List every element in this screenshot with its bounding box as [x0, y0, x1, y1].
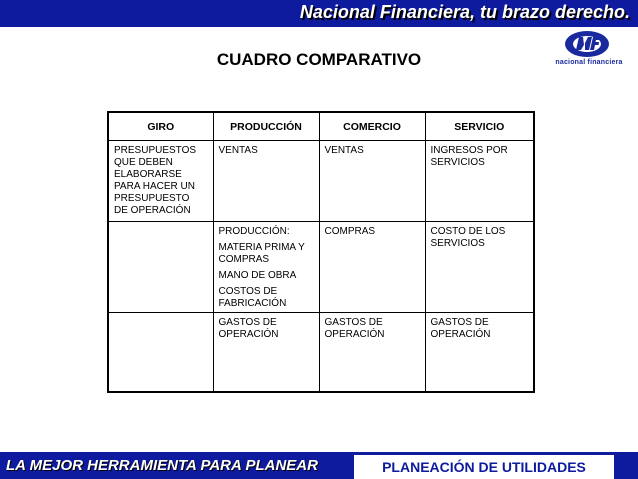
cell-line: ELABORARSE — [114, 169, 182, 180]
table-cell-comercio — [319, 222, 425, 313]
footer-bar — [0, 452, 638, 479]
table-cell-servicio — [425, 222, 534, 313]
column-header-servicio: SERVICIO — [425, 112, 534, 141]
table-cell-giro — [108, 141, 213, 222]
cell-line: OPERACIÓN — [218, 329, 279, 340]
cell-line: COMPRAS — [218, 254, 270, 265]
footer-section-title: PLANEACIÓN DE UTILIDADES — [354, 455, 614, 479]
column-header-produccion: PRODUCCIÓN — [213, 112, 319, 141]
cell-line: COSTO DE LOS — [430, 226, 506, 237]
table-cell-produccion — [213, 222, 319, 313]
cell-line: SERVICIOS — [430, 238, 485, 249]
table-cell-servicio — [425, 141, 534, 222]
cell-line: VENTAS — [218, 145, 258, 156]
table-cell-produccion — [213, 141, 319, 222]
cell-line: COSTOS DE — [218, 286, 278, 297]
table-cell-comercio — [319, 141, 425, 222]
cell-line: PRESUPUESTOS — [114, 145, 197, 156]
comparison-table — [107, 111, 535, 393]
footer-slogan: LA MEJOR HERRAMIENTA PARA PLANEAR — [6, 457, 318, 474]
cell-line: FABRICACIÓN — [218, 298, 287, 309]
table-row — [108, 222, 534, 313]
cell-line: QUE DEBEN — [114, 157, 173, 168]
table-row — [108, 141, 534, 222]
cell-line: MANO DE OBRA — [218, 270, 297, 281]
cell-line: GASTOS DE — [324, 317, 383, 328]
header-banner: Nacional Financiera, tu brazo derecho. — [299, 2, 630, 22]
cell-line: PARA HACER UN — [114, 181, 195, 192]
cell-line: COMPRAS — [324, 226, 376, 237]
cell-line: INGRESOS POR — [430, 145, 508, 156]
cell-line: DE OPERACIÓN — [114, 205, 191, 216]
table-cell-giro — [108, 313, 213, 393]
cell-line: PRODUCCIÓN: — [218, 226, 290, 237]
cell-line: GASTOS DE — [430, 317, 489, 328]
logo-wordmark: nacional financiera — [555, 59, 623, 66]
cell-line: OPERACIÓN — [324, 329, 385, 340]
cell-line: OPERACIÓN — [430, 329, 491, 340]
cell-line: SERVICIOS — [430, 157, 485, 168]
table-row — [108, 313, 534, 393]
table-cell-servicio — [425, 313, 534, 393]
cell-line: PRESUPUESTO — [114, 193, 190, 204]
table-header-row — [108, 112, 534, 141]
column-header-giro: GIRO — [108, 112, 213, 141]
cell-line: MATERIA PRIMA Y — [218, 242, 305, 253]
column-header-comercio: COMERCIO — [319, 112, 425, 141]
table-cell-comercio — [319, 313, 425, 393]
page-title: CUADRO COMPARATIVO — [216, 50, 422, 69]
table-cell-giro — [108, 222, 213, 313]
table-cell-produccion — [213, 313, 319, 393]
header-bar — [0, 0, 638, 27]
cell-line: VENTAS — [324, 145, 364, 156]
cell-line: GASTOS DE — [218, 317, 277, 328]
